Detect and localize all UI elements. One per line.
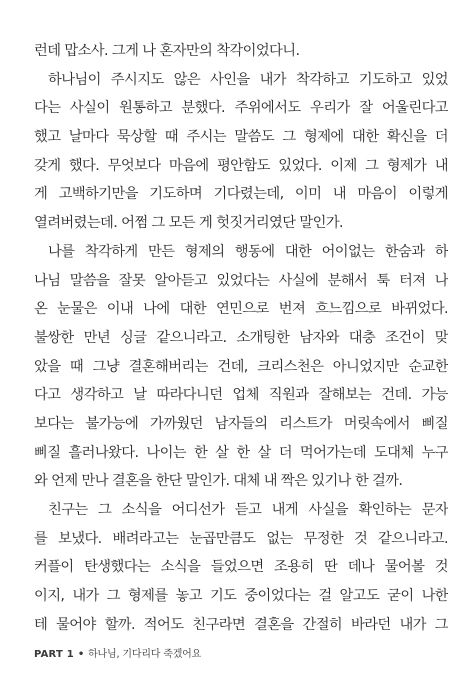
text-line: 게 고백하기만을 기도하며 기다렸는데, 이미 내 마음이 이렇게 (34, 186, 448, 203)
text-line: 를 보냈다. 배려라고는 눈곱만큼도 없는 무정한 것 같으니라고. (34, 530, 448, 547)
text-line: 이지, 내가 그 형제를 놓고 기도 중이었다는 걸 알고도 굳이 나한 (34, 588, 448, 605)
text-line: 나를 착각하게 만든 형제의 행동에 대한 어이없는 한숨과 하 (48, 243, 448, 260)
text-line: 열려버렸는데. 어쩜 그 모든 게 헛짓거리였단 말인가. (34, 215, 343, 232)
text-line: 았을 때 그냥 결혼해버리는 건데, 크리스천은 아니었지만 순교한 (34, 358, 448, 375)
text-line: 나님 말씀을 잘못 알아듣고 있었다는 사실에 분해서 툭 터져 나 (34, 272, 448, 289)
text-line: 불쌍한 만년 싱글 같으니라고. 소개팅한 남자와 대충 조건이 맞 (34, 329, 448, 346)
text-line: 테 물어야 할까. 적어도 친구라면 결혼을 간절히 바라던 내가 그 (34, 616, 448, 633)
text-line: 다는 사실이 원통하고 분했다. 주위에서도 우리가 잘 어울린다고 (34, 100, 448, 117)
text-line: 보다는 불가능에 가까웠던 남자들의 리스트가 머릿속에서 삐질 (34, 415, 448, 432)
chapter-title: 하나님, 기다리다 죽겠어요 (88, 649, 202, 660)
text-line: 친구는 그 소식을 어디선가 듣고 내게 사실을 확인하는 문자 (48, 502, 448, 518)
text-line: 온 눈물은 이내 나에 대한 연민으로 번져 흐느낌으로 바뀌었다. (34, 301, 448, 318)
text-line: 삐질 흘러나왔다. 나이는 한 살 한 살 더 먹어가는데 도대체 누구 (34, 444, 448, 461)
text-line: 다고 생각하고 날 따라다니던 업체 직원과 잘해보는 건데. 가능 (34, 387, 448, 404)
text-line: 하나님이 주시지도 않은 사인을 내가 착각하고 기도하고 있었 (48, 71, 448, 88)
text-line: 했고 날마다 묵상할 때 주시는 말씀도 그 형제에 대한 확신을 더 (34, 129, 448, 146)
body-text (34, 37, 448, 639)
text-line: 갖게 했다. 무엇보다 마음에 평안함도 있었다. 이제 그 형제가 내 (34, 157, 448, 174)
part-label: PART 1 (34, 649, 74, 660)
running-footer (34, 648, 201, 662)
text-line: 와 언제 만나 결혼을 한단 말인가. 대체 내 짝은 있기나 한 걸까. (34, 473, 403, 490)
text-line: 런데 맙소사. 그게 나 혼자만의 착각이었다니. (34, 43, 300, 59)
text-line: 커플이 탄생했다는 소식을 들었으면 조용히 딴 데나 물어볼 것 (34, 559, 448, 576)
footer-separator: • (77, 649, 85, 660)
